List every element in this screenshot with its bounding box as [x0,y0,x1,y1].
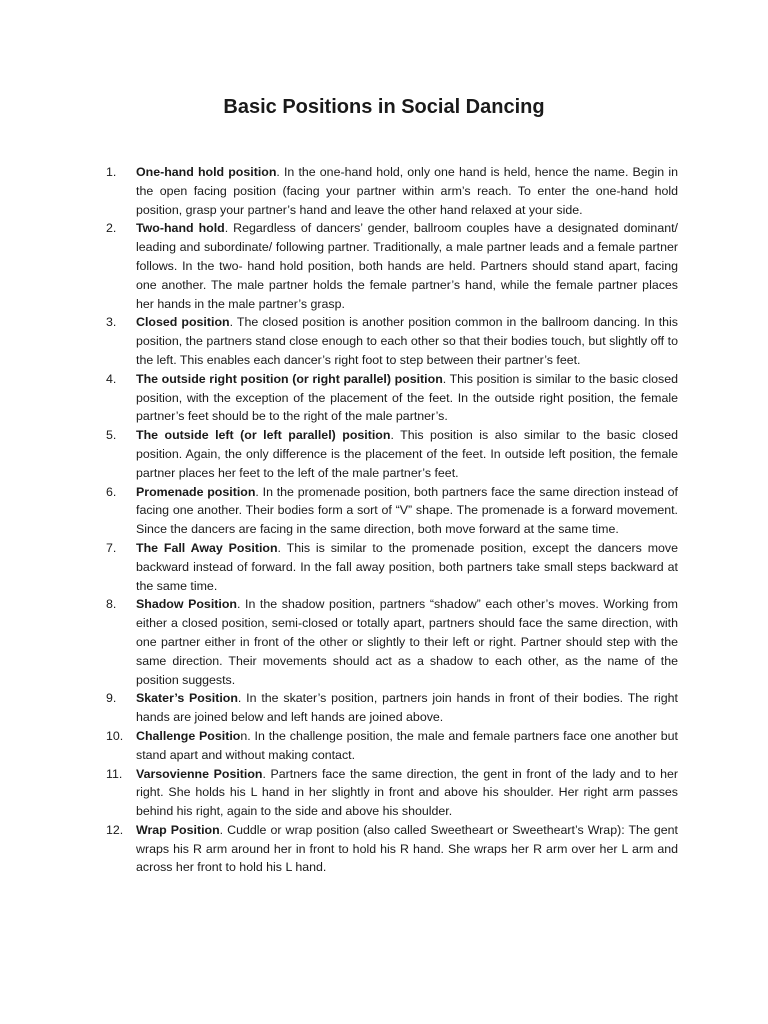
item-number: 7. [106,540,117,555]
item-description: . Partners face the same direction, the gent in front of the lady and to her right. She holds his L hand in her slightly in front and above his shoulder. Her right arm passes behind his right, again to the side and above his shoulder. [136,766,678,819]
item-term: Promenade position [136,484,256,499]
item-term: The Fall Away Position [136,540,278,555]
item-number: 6. [106,484,117,499]
item-term: Varsovienne Position [136,766,263,781]
list-item [98,689,678,727]
list-item [98,727,678,765]
item-term: The outside left (or left parallel) position [136,428,391,443]
document-title: Basic Positions in Social Dancing [223,96,545,118]
positions-list [98,163,678,877]
item-description: . Regardless of dancers’ gender, ballroom couples have a designated dominant/ leading and subordinate/ following partner. Traditionally, a male partner leads and a female partner follows. In the two- hand hold position, both hands are held. Partners should stand apart, facing one another. The male partner holds the female partner’s hand, while the female partner places her hands in the male partner’s grasp. [136,221,678,311]
item-term: The outside right position (or right parallel) position [136,371,443,386]
list-item [98,163,678,219]
item-description: . In the shadow position, partners “shadow” each other’s moves. Working from either a closed position, semi-closed or totally apart, partners should face the same direction, with one partner either in front of the other or slightly to their left or right. Partner should step with the same direction. Their movements should act as a shadow to each other, as the name of the position suggests. [136,597,678,687]
item-description: . In the promenade position, both partners face the same direction instead of facing one another. Their bodies form a sort of “V” shape. The promenade is a forward movement. Since the dancers are facing in the same direction, both move forward at the same time. [136,484,678,537]
list-item [98,539,678,595]
item-term: Closed position [136,315,230,330]
item-term: Skater’s Position [136,691,238,706]
item-term: Challenge Positio [136,728,241,743]
item-term: One-hand hold position [136,165,277,179]
item-description: . Cuddle or wrap position (also called Sweetheart or Sweetheart’s Wrap): The gent wraps his R arm around her in front to hold his R hand. She wraps her R arm over her L arm and across her front to hold his L hand. [136,822,678,875]
list-item [98,483,678,539]
item-term: Wrap Position [136,822,220,837]
list-item [98,426,678,482]
item-description: . In the skater’s position, partners join hands in front of their bodies. The right hands are joined below and left hands are joined above. [136,691,678,725]
list-item [98,313,678,369]
item-number: 11. [106,766,123,781]
item-description: . This position is also similar to the basic closed position. Again, the only difference is the placement of the feet. In outside left position, the female partner places her feet to the left of the male partner’s feet. [136,428,678,480]
item-description: . The closed position is another position common in the ballroom dancing. In this position, the partners stand close enough to each other so that their bodies touch, but slightly off to the left. This enables each dancer’s right foot to step between their partner’s feet. [136,315,678,367]
item-term: Two-hand hold [136,221,225,236]
item-number: 5. [106,428,117,443]
list-item [98,595,678,689]
item-number: 10. [106,728,124,743]
item-number: 2. [106,221,117,236]
item-description: . In the one-hand hold, only one hand is held, hence the name. Begin in the open facing position (facing your partner within arm’s reach. To enter the one-hand hold position, grasp your partner’s hand and leave the other hand relaxed at your side. [136,165,678,217]
list-item [98,765,678,821]
list-item [98,821,678,877]
item-number: 1. [106,165,117,179]
item-description: . This is similar to the promenade position, except the dancers move backward instead of forward. In the fall away position, both partners take small steps backward at the same time. [136,540,678,593]
item-number: 12. [106,822,124,837]
item-number: 4. [106,371,117,386]
item-term: Shadow Position [136,597,237,612]
item-description: . This position is similar to the basic closed position, with the exception of the placement of the feet. In the outside right position, the female partner’s feet should be to the right of the male partner’s. [136,371,678,424]
list-item [98,219,678,313]
list-item [98,370,678,426]
item-description: n. In the challenge position, the male and female partners face one another but stand apart and without making contact. [136,728,678,762]
item-number: 9. [106,691,117,706]
item-number: 3. [106,315,117,330]
item-number: 8. [106,597,117,612]
